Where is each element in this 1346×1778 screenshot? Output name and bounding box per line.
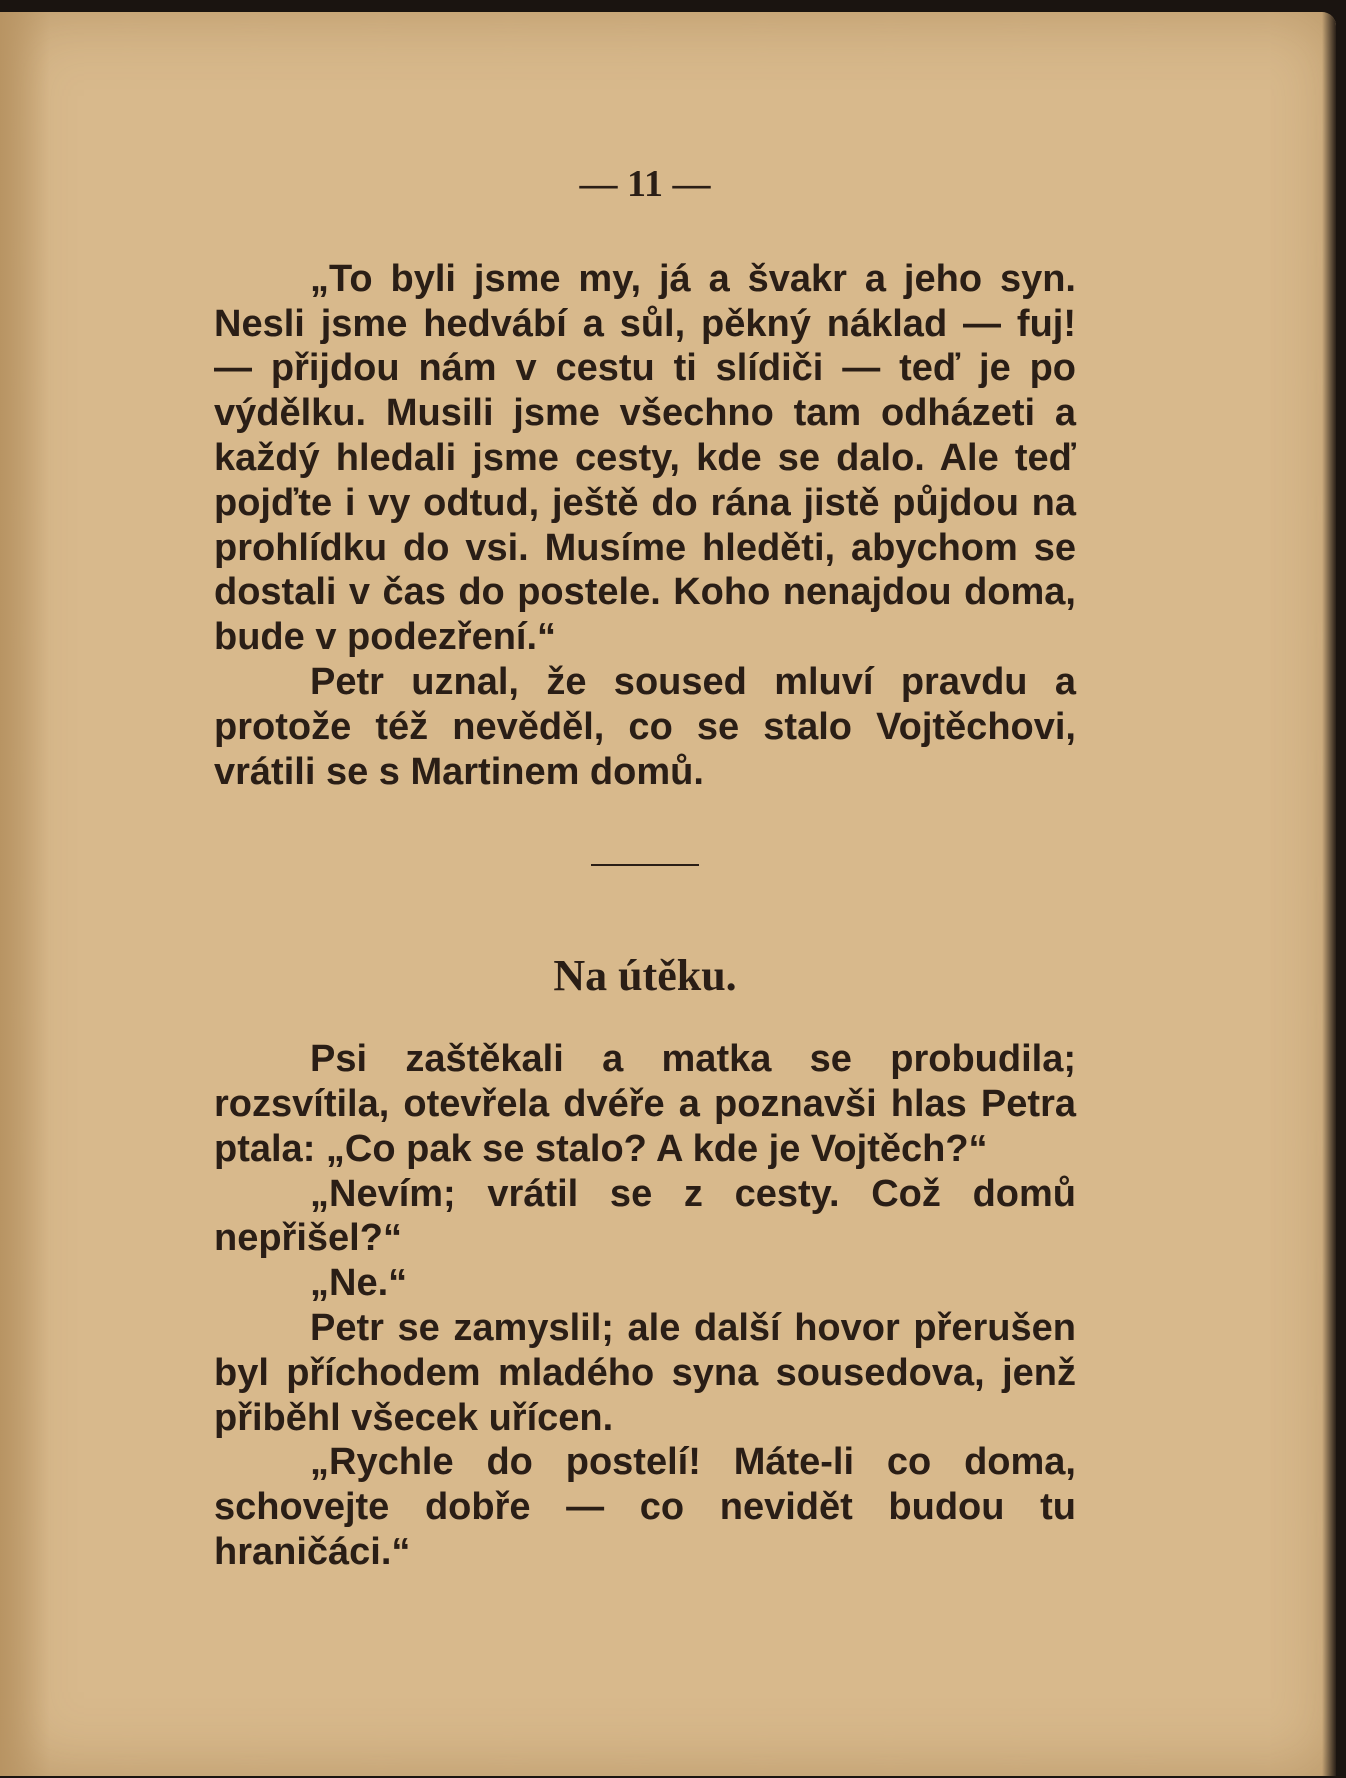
- page-gutter-shadow: [0, 12, 50, 1776]
- page-edge-shadow: [1322, 12, 1336, 1776]
- page-number: — 11 —: [579, 163, 711, 205]
- chapter-heading: Na útěku.: [553, 951, 737, 1001]
- page-text-block: [214, 162, 1076, 1575]
- paragraph: Petr uznal, že soused mluví pravdu a protože též nevěděl, co se stalo Vojtěchovi, vrátili se s Martinem domů.: [214, 660, 1076, 793]
- book-page: [0, 12, 1336, 1776]
- paragraph: „Ne.“: [310, 1262, 408, 1305]
- paragraph: „Nevím; vrátil se z cesty. Což domů nepřišel?“: [214, 1172, 1076, 1260]
- paragraph: Petr se zamyslil; ale další hovor přerušen byl příchodem mladého syna sousedova, jenž přiběhl všecek uřícen.: [214, 1306, 1076, 1439]
- section-divider: [591, 864, 699, 866]
- paragraph: „To byli jsme my, já a švakr a jeho syn. Nesli jsme hedvábí a sůl, pěkný náklad — fuj! — přijdou nám v cestu ti slídiči — teď je po výdělku. Musili jsme všechno tam odházeti a každý hledali jsme cesty, kde se dalo. Ale teď pojďte i vy odtud, ještě do rána jistě půjdou na prohlídku do vsi. Musíme hleděti, abychom se dostali v čas do postele. Koho nenajdou doma, bude v podezření.“: [214, 257, 1076, 659]
- paragraph: „Rychle do postelí! Máte-li co doma, schovejte dobře — co nevidět budou tu hraničáci.“: [214, 1441, 1076, 1573]
- paragraph: Psi zaštěkali a matka se probudila; rozsvítila, otevřela dvéře a poznavši hlas Petra ptala: „Co pak se stalo? A kde je Vojtěch?“: [214, 1038, 1076, 1170]
